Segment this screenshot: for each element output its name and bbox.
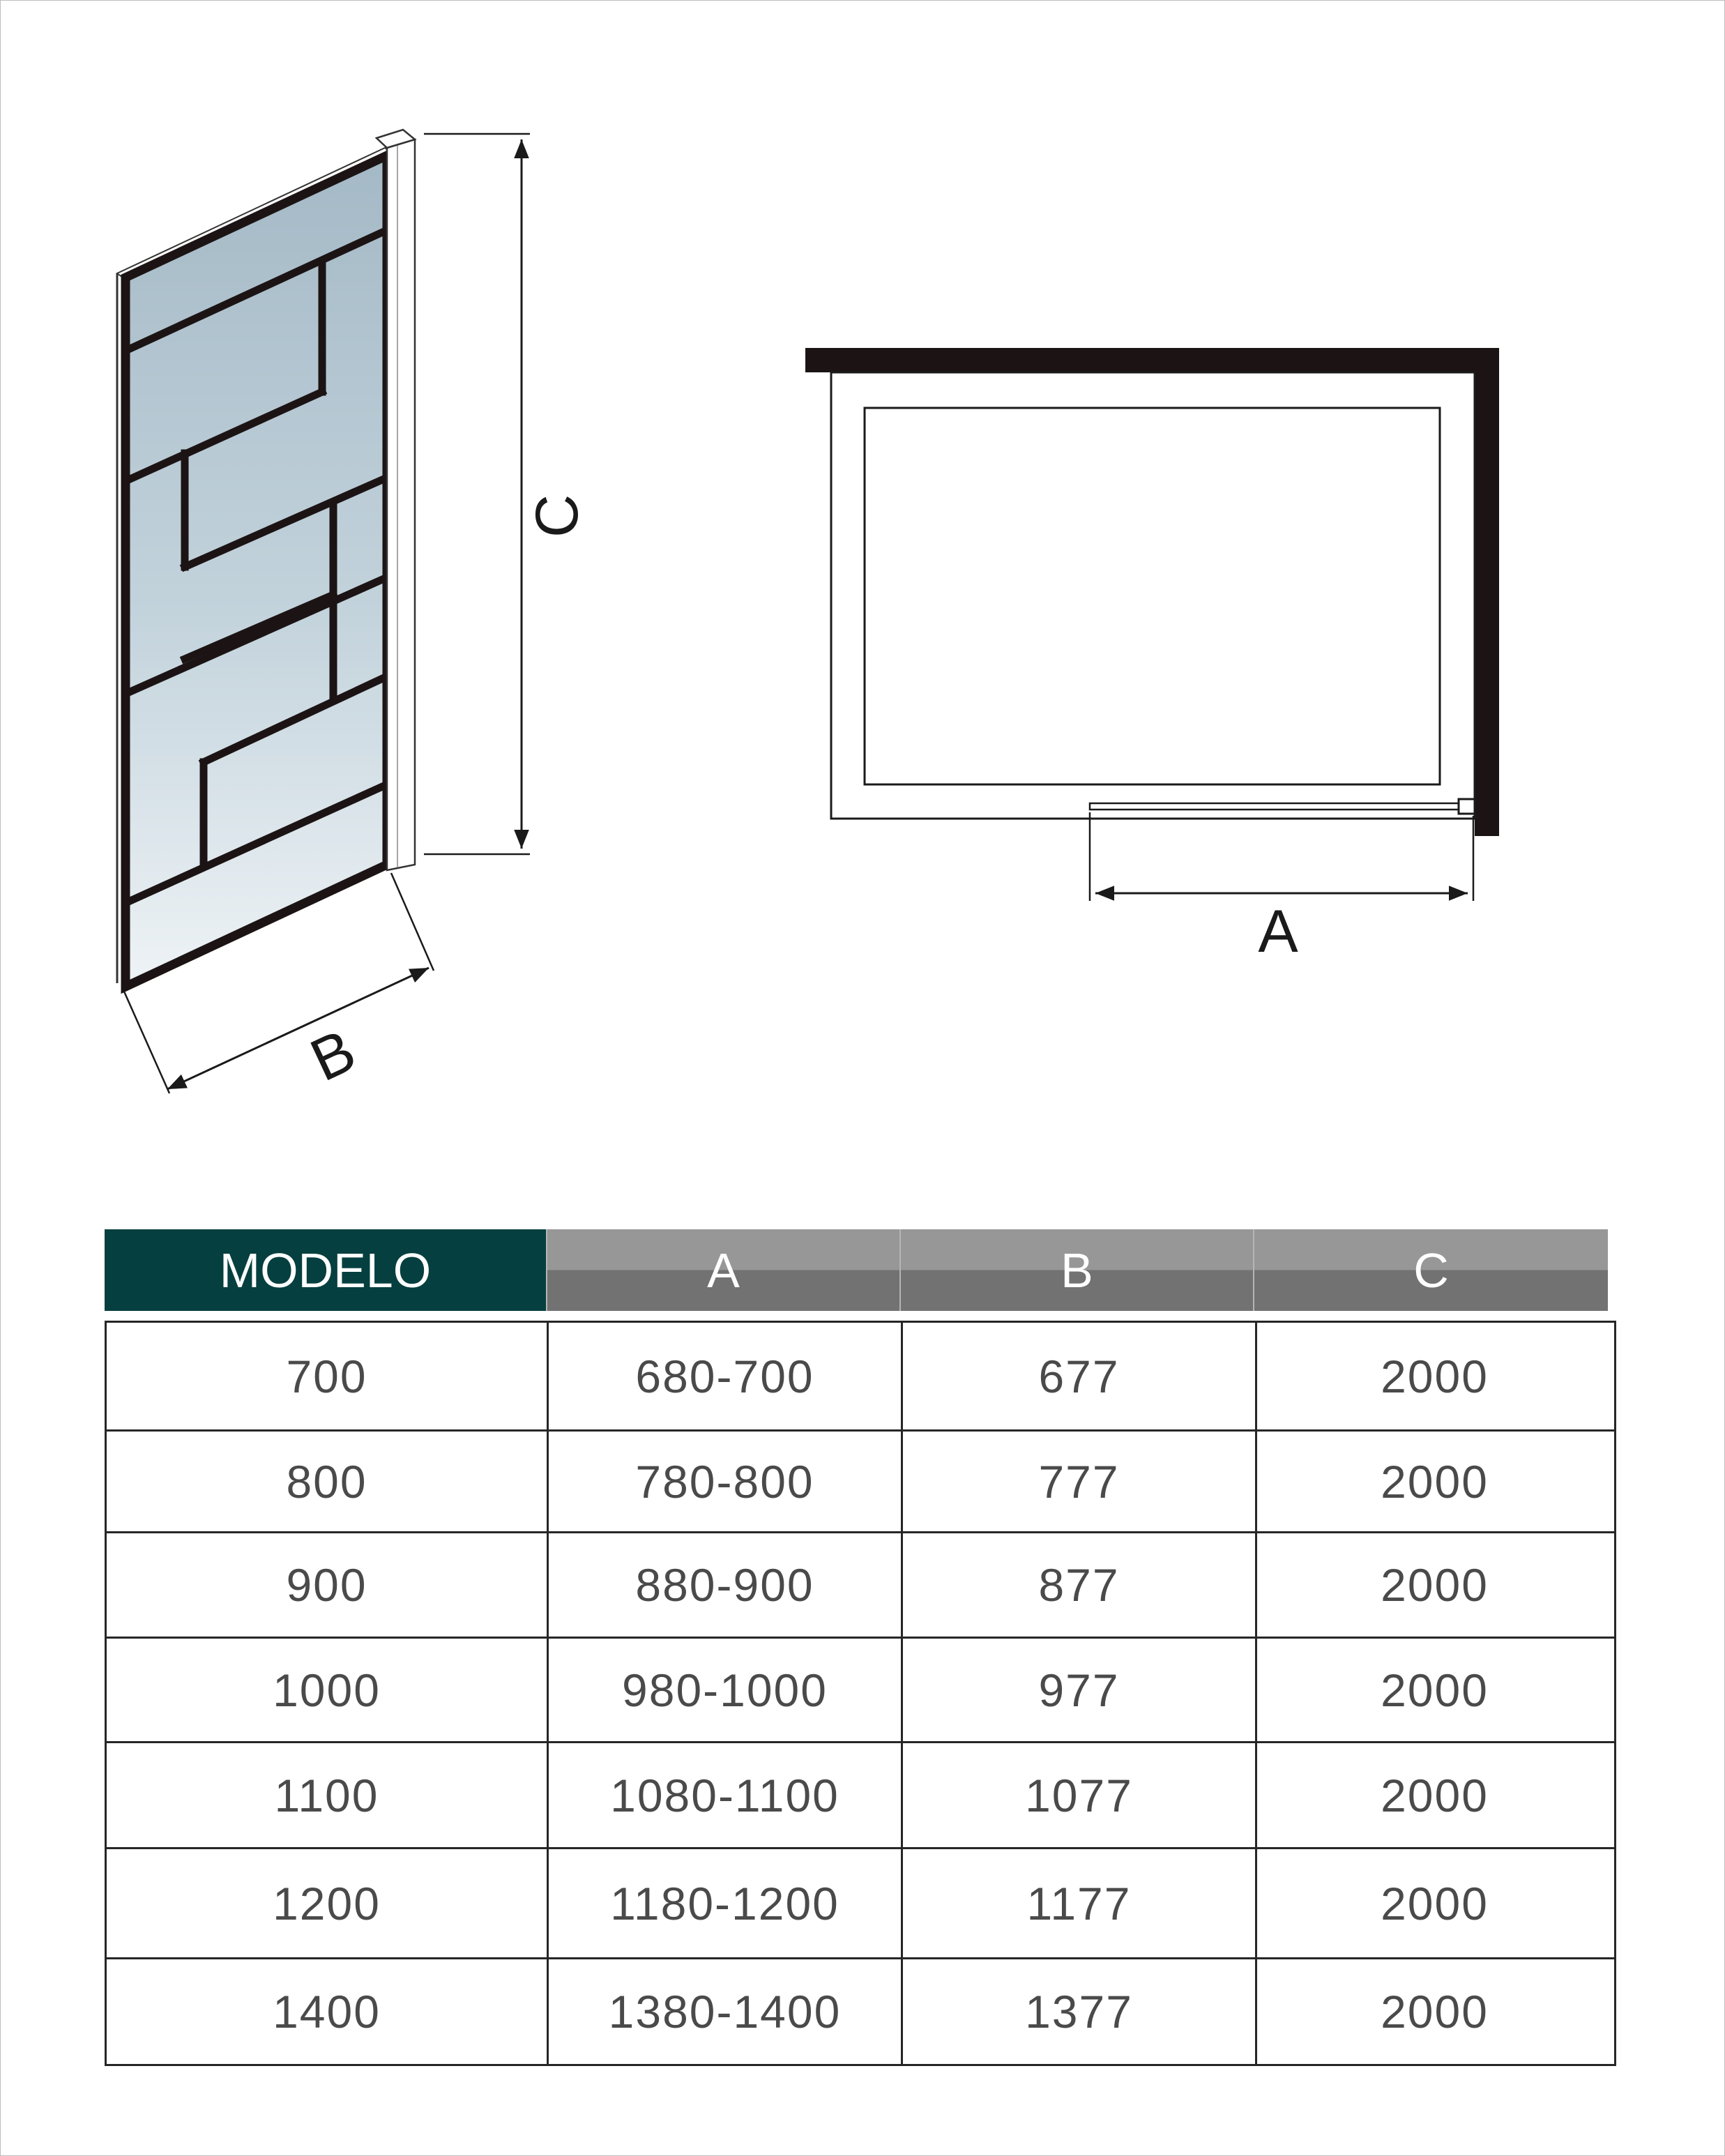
cell-a: 880-900	[549, 1533, 903, 1637]
cell-modelo: 1200	[107, 1849, 549, 1957]
cell-c: 2000	[1381, 1559, 1489, 1611]
table-row	[107, 1743, 1614, 1849]
cell-b: 977	[903, 1639, 1257, 1741]
dimension-a	[1090, 812, 1473, 965]
plan-view-drawing	[805, 348, 1499, 965]
table-header	[105, 1229, 1611, 1311]
table-row	[107, 1323, 1614, 1432]
dimension-c	[424, 134, 591, 854]
table-row	[107, 1639, 1614, 1743]
glass-pane	[126, 155, 387, 987]
plan-glass-panel	[1090, 803, 1463, 810]
wall-profile	[387, 139, 415, 870]
cell-modelo: 900	[107, 1533, 549, 1637]
cell-b: 677	[903, 1323, 1257, 1429]
cell-modelo: 800	[107, 1432, 549, 1531]
cell-c: 2000	[1381, 1455, 1489, 1508]
header-a: A	[546, 1229, 899, 1311]
cell-b: 1077	[903, 1743, 1257, 1847]
cell-a: 1080-1100	[549, 1743, 903, 1847]
cell-modelo: 1000	[107, 1639, 549, 1741]
dimension-label-c: C	[524, 494, 591, 538]
cell-c: 2000	[1381, 1664, 1489, 1716]
cell-c: 2000	[1381, 1350, 1489, 1402]
cell-a: 1180-1200	[549, 1849, 903, 1957]
cell-c: 2000	[1381, 1877, 1489, 1929]
panel-perspective-drawing	[117, 130, 591, 1094]
cell-a: 1380-1400	[549, 1959, 903, 2064]
cell-a: 680-700	[549, 1323, 903, 1429]
cell-b: 1177	[903, 1849, 1257, 1957]
cell-c: 2000	[1381, 1986, 1489, 2037]
cell-modelo: 1100	[107, 1743, 549, 1847]
cell-modelo: 700	[107, 1323, 549, 1429]
table-row	[107, 1849, 1614, 1959]
plan-back-wall	[805, 348, 1499, 372]
table-row	[107, 1432, 1614, 1533]
cell-b: 1377	[903, 1959, 1257, 2064]
table-row	[107, 1959, 1614, 2064]
cell-b: 777	[903, 1432, 1257, 1531]
table-row	[107, 1533, 1614, 1639]
cell-a: 980-1000	[549, 1639, 903, 1741]
header-c: C	[1253, 1229, 1608, 1311]
dimension-label-b: B	[301, 1017, 366, 1095]
plan-tray-inner	[865, 408, 1440, 784]
plan-wall-profile	[1459, 799, 1475, 814]
plan-tray-outer	[831, 372, 1475, 819]
spec-table	[105, 1229, 1611, 2037]
cell-a: 780-800	[549, 1432, 903, 1531]
table-body	[105, 1321, 1616, 2066]
cell-b: 877	[903, 1533, 1257, 1637]
plan-side-wall	[1475, 348, 1499, 836]
dimension-label-a: A	[1258, 898, 1298, 965]
header-b: B	[899, 1229, 1253, 1311]
cell-modelo: 1400	[107, 1959, 549, 2064]
header-modelo: MODELO	[105, 1229, 546, 1311]
cell-c: 2000	[1381, 1769, 1489, 1821]
